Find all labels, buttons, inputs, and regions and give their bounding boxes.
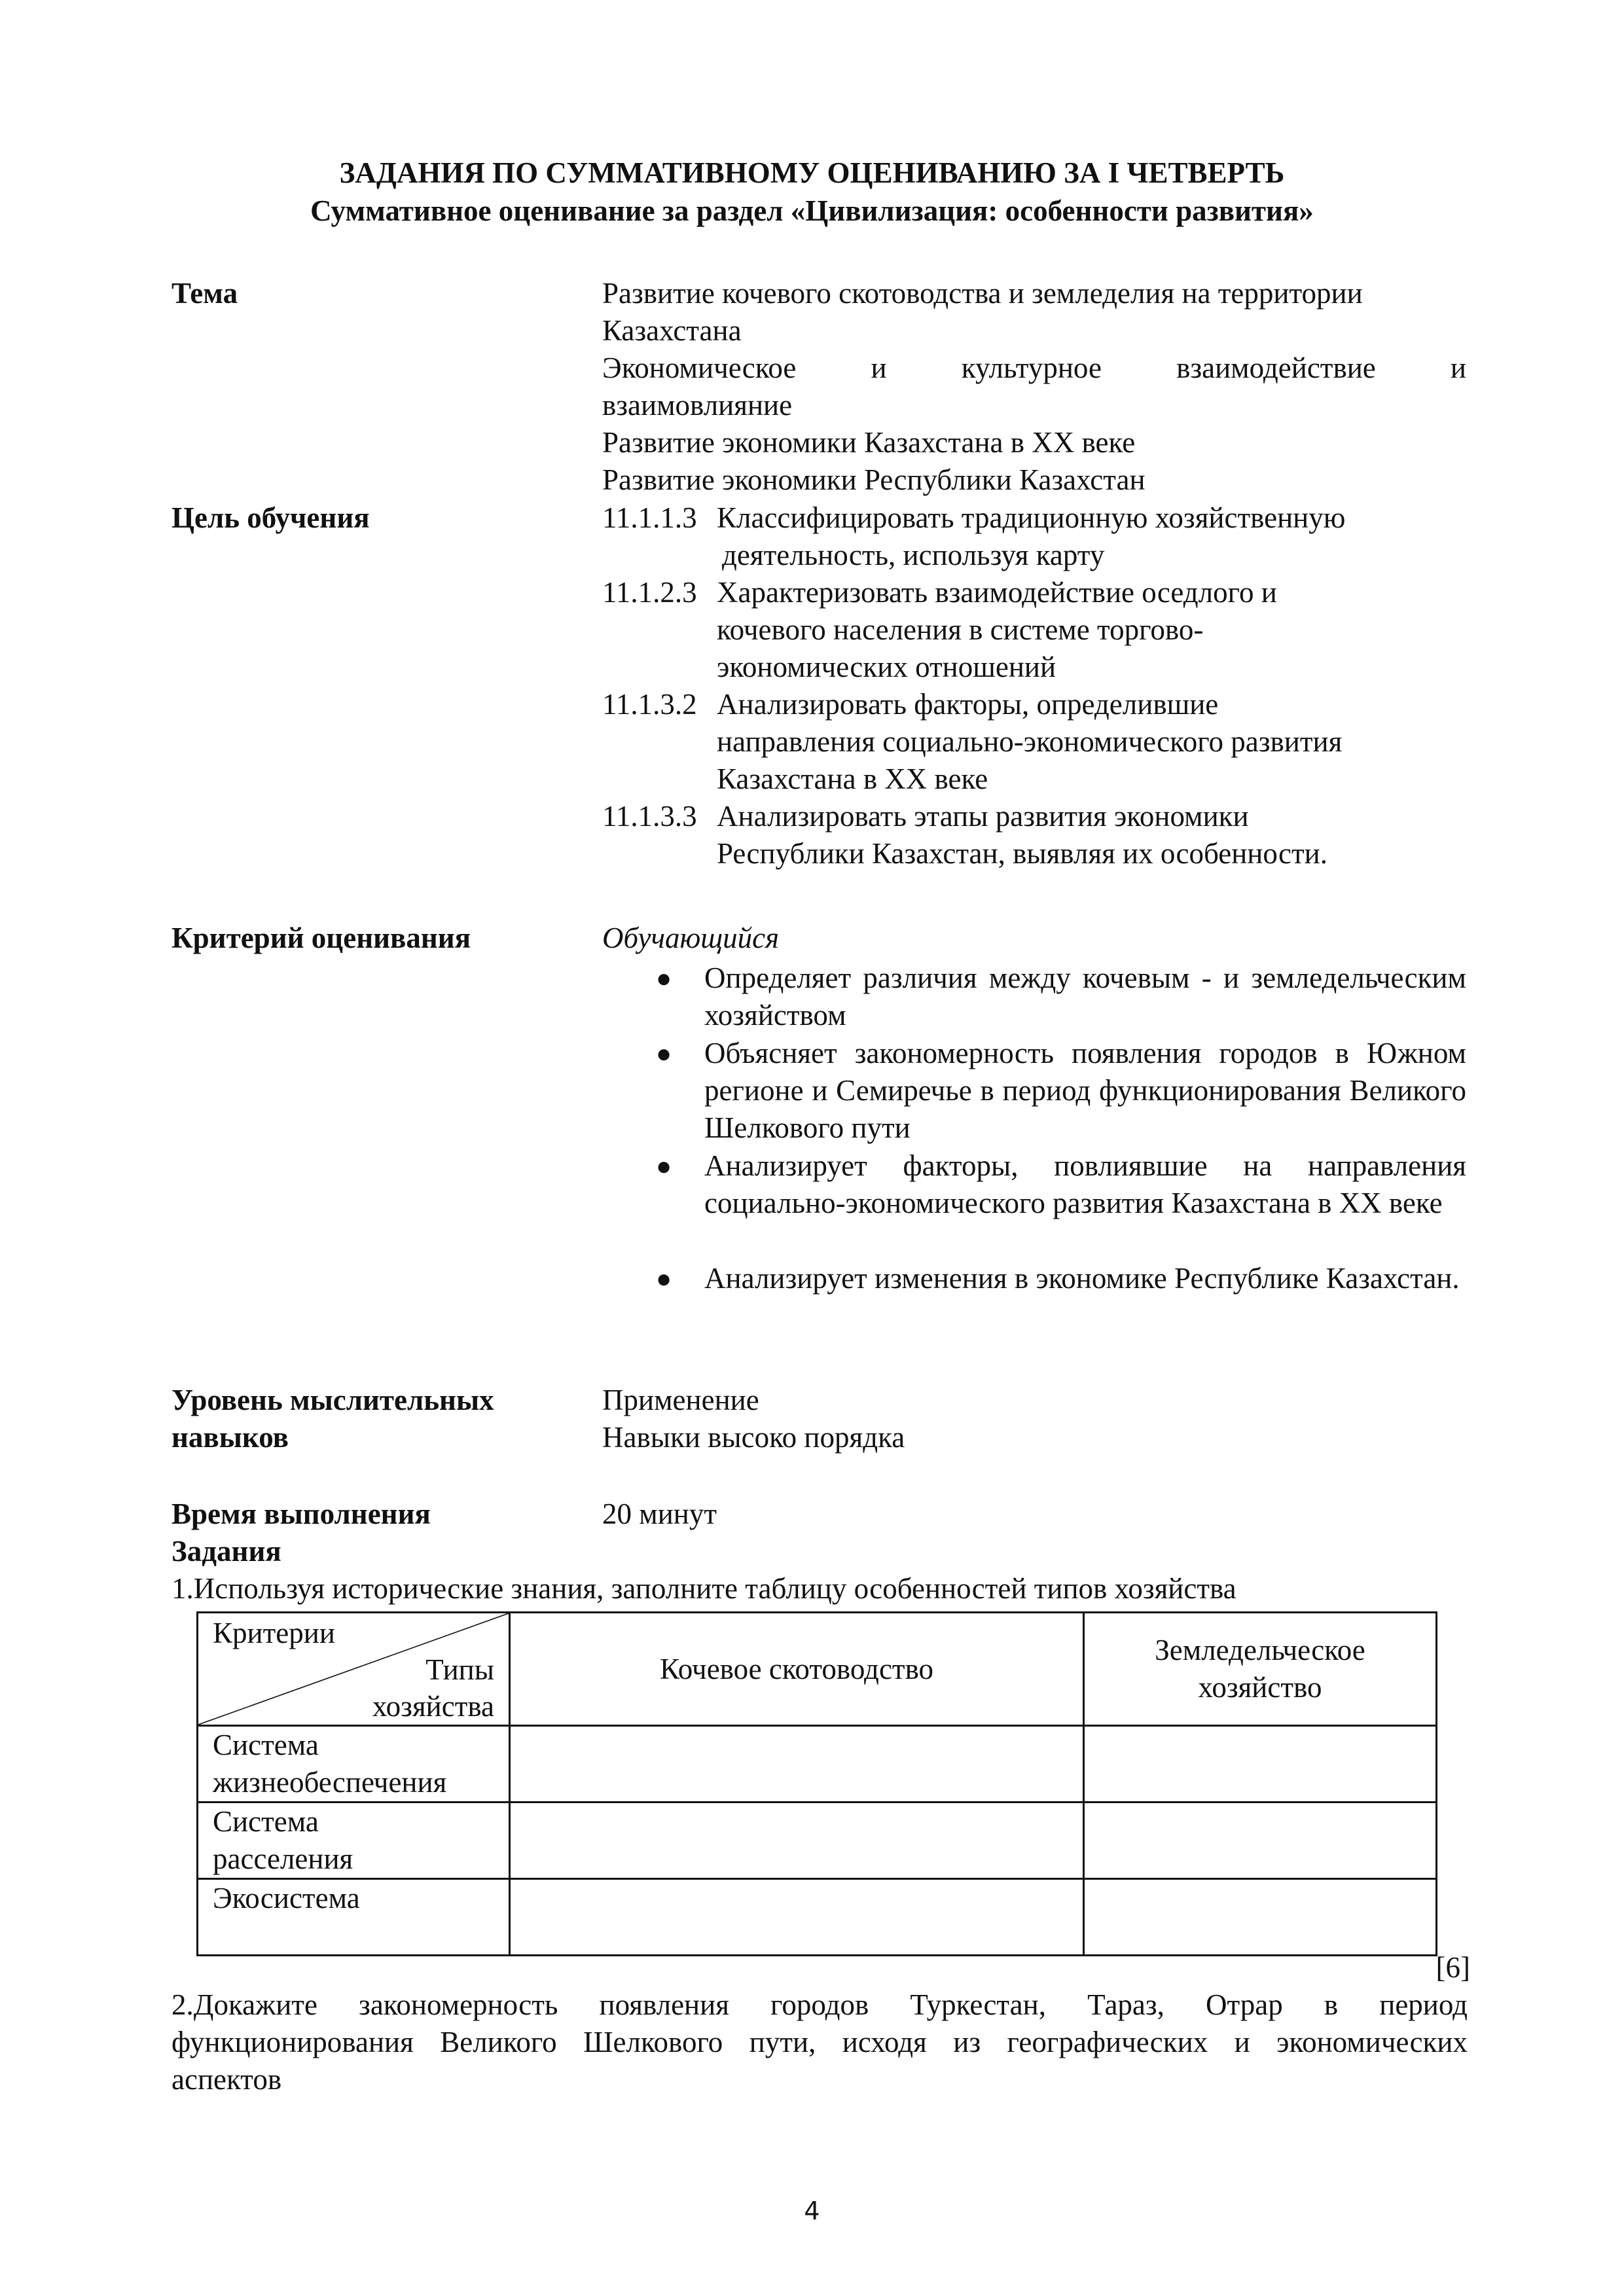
table-row-label [198, 1726, 510, 1803]
objective-code: 11.1.1.3 [602, 501, 697, 534]
objective-text: кочевого населения в системе торгово- [717, 613, 1204, 646]
criteria-item: Анализирует изменения в экономике Республике Казахстан. [704, 1262, 1460, 1295]
objective-item [602, 686, 1479, 798]
bullet-icon: ● [656, 1264, 672, 1293]
page-number: 4 [804, 2197, 820, 2225]
economy-types-table [196, 1611, 1437, 1956]
table-header-farm [1084, 1613, 1437, 1726]
criteria-item: Объясняет закономерность появления городов в Южном регионе и Семиречье в период функционирования Великого Шелкового пути [704, 1037, 1466, 1144]
objective-code: 11.1.2.3 [602, 576, 697, 609]
task-1-score: [6] [1435, 1951, 1470, 1984]
row-label-text: жизнеобеспечения [213, 1766, 447, 1799]
objective-text: Характеризовать взаимодействие оседлого и [717, 576, 1277, 609]
topic-label: Тема [171, 277, 238, 310]
bullet-icon: ● [656, 1039, 672, 1068]
objective-item [602, 574, 1479, 686]
thinking-label: навыков [171, 1421, 289, 1454]
table-header-row [198, 1613, 1437, 1726]
row-label-text: Система [213, 1729, 319, 1761]
table-cell-empty[interactable] [1084, 1726, 1437, 1803]
table-row-label [198, 1803, 510, 1879]
table-cell-empty[interactable] [510, 1879, 1084, 1956]
task-2-text: аспектов [171, 2063, 282, 2096]
table-corner-types: хозяйства [372, 1690, 494, 1723]
topic-line: Развитие экономики Республики Казахстан [602, 463, 1146, 496]
row-label-text: Экосистема [213, 1882, 360, 1914]
table-cell-empty[interactable] [1084, 1803, 1437, 1879]
thinking-label: Уровень мыслительных [171, 1384, 494, 1416]
objective-text: деятельность, используя карту [722, 539, 1105, 571]
topic-line: Казахстана [602, 314, 742, 347]
table-corner-types: Типы [425, 1653, 494, 1686]
table-header-label: Кочевое скотоводство [659, 1652, 934, 1685]
table-header-label: Земледельческое [1155, 1634, 1365, 1666]
table-row [198, 1803, 1437, 1879]
table-row [198, 1726, 1437, 1803]
document-subtitle: Суммативное оценивание за раздел «Цивилизация: особенности развития» [310, 194, 1314, 227]
bullet-icon: ● [656, 1151, 672, 1181]
thinking-value: Применение [602, 1384, 759, 1416]
table-header-nomad [510, 1613, 1084, 1726]
task-2-text: функционирования Великого Шелкового пути, исходя из географических и экономических [171, 2026, 1468, 2058]
row-label-text: расселения [213, 1842, 353, 1875]
bullet-icon: ● [656, 963, 672, 993]
objectives-label: Цель обучения [171, 501, 370, 534]
criteria-item: Определяет различия между кочевым - и земледельческим хозяйством [704, 961, 1466, 1031]
objective-text: Классифицировать традиционную хозяйственную [717, 501, 1346, 534]
objective-text: направления социально-экономического развития [717, 725, 1343, 758]
task-1-text: 1.Используя исторические знания, заполните таблицу особенностей типов хозяйства [171, 1572, 1236, 1605]
table-header-label: хозяйство [1198, 1671, 1322, 1704]
topic-line: Развитие экономики Казахстана в XX веке [602, 426, 1136, 459]
objective-text: Анализировать этапы развития экономики [717, 800, 1249, 833]
objective-text: Казахстана в XX веке [717, 762, 988, 795]
time-label: Время выполнения [171, 1498, 431, 1530]
criteria-intro: Обучающийся [602, 922, 780, 954]
table-cell-empty[interactable] [510, 1803, 1084, 1879]
tasks-heading: Задания [171, 1535, 281, 1568]
topic-line: Развитие кочевого скотоводства и земледелия на территории [602, 277, 1363, 310]
objective-text: экономических отношений [717, 651, 1056, 683]
table-corner-criteria: Критерии [213, 1617, 335, 1649]
topic-line: Экономическое и культурное взаимодействие и [602, 351, 1466, 384]
criteria-item: Анализирует факторы, повлиявшие на направления социально-экономического развития Казахстана в XX веке [704, 1149, 1466, 1219]
objective-item [602, 499, 1479, 574]
table-corner-cell [198, 1613, 510, 1726]
row-label-text: Система [213, 1805, 319, 1838]
table-cell-empty[interactable] [510, 1726, 1084, 1803]
thinking-value: Навыки высоко порядка [602, 1421, 905, 1454]
objective-code: 11.1.3.2 [602, 688, 697, 721]
objective-text: Анализировать факторы, определившие [717, 688, 1219, 721]
topic-line: взаимовлияние [602, 389, 793, 422]
objective-text: Республики Казахстан, выявляя их особенности. [717, 837, 1327, 870]
objective-code: 11.1.3.3 [602, 800, 697, 833]
table-row [198, 1879, 1437, 1956]
objective-item [602, 798, 1479, 872]
table-cell-empty[interactable] [1084, 1879, 1437, 1956]
table-row-label [198, 1879, 510, 1956]
document-title: ЗАДАНИЯ ПО СУММАТИВНОМУ ОЦЕНИВАНИЮ ЗА I ЧЕТВЕРТЬ [339, 156, 1285, 189]
criteria-label: Критерий оценивания [171, 922, 471, 954]
task-2-text: 2.Докажите закономерность появления городов Туркестан, Тараз, Отрар в период [171, 1988, 1468, 2021]
time-value: 20 минут [602, 1498, 717, 1530]
